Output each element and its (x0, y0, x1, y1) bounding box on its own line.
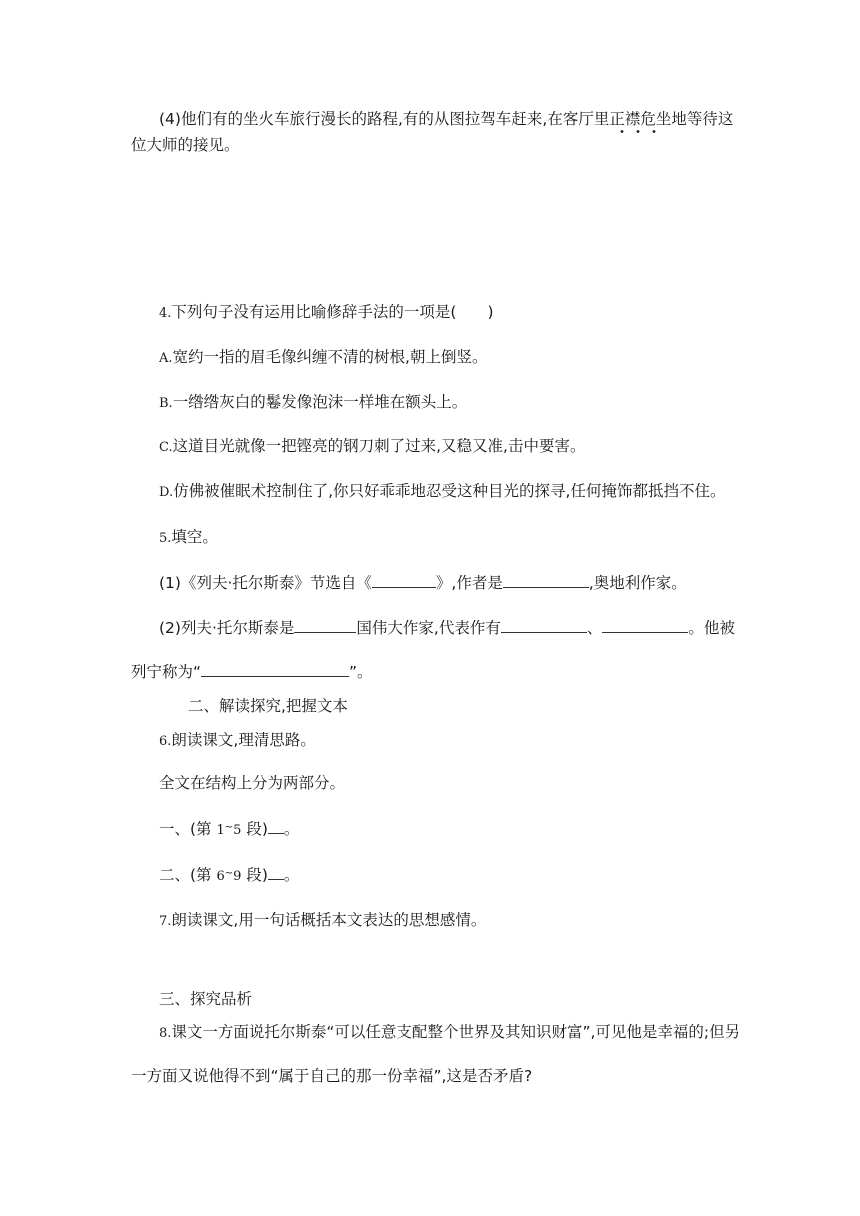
q3-item4-dotted-phrase: 正襟危坐 (609, 110, 672, 128)
q5-item2-text: ”。 (349, 663, 373, 681)
q6-part-text: 。 (283, 866, 300, 884)
option-text: 宽约一指的眉毛像纠缠不清的树根,朝上倒竖。 (172, 348, 488, 366)
q3-item4-line2: 位大师的接见。 (131, 136, 240, 154)
q5-item1-text: (1)《列夫·托尔斯泰》节选自《 (159, 574, 372, 592)
q6-part-number: 1 (216, 823, 225, 838)
q5-item1-text: 》,作者是 (435, 574, 503, 592)
q5-item2-text: 、 (586, 619, 603, 637)
option-label: B. (159, 396, 173, 411)
blank-field[interactable] (201, 661, 349, 677)
blank-field[interactable] (501, 617, 587, 633)
q6-intro: 全文在结构上分为两部分。 (159, 774, 346, 792)
q6-part-text: 段) (241, 820, 268, 838)
q6-part-sep: ~ (224, 868, 234, 879)
q5-item1 (159, 572, 687, 593)
q5-item1-text: ,奥地利作家。 (588, 574, 687, 592)
q6-part-number: 5 (233, 823, 242, 838)
option-label: D. (159, 485, 174, 500)
q6-stem-text: 朗读课文,理清思路。 (171, 731, 316, 749)
q4-number: 4. (159, 306, 172, 321)
q4-option-d (159, 481, 725, 503)
q4-stem-text: 下列句子没有运用比喻修辞手法的一项是( ) (171, 303, 494, 321)
q4-stem (159, 302, 494, 324)
q6-part1 (159, 818, 299, 841)
q6-part-text: 段) (241, 866, 268, 884)
q8-line1 (159, 1022, 740, 1044)
q3-item4-number: (4) (159, 110, 181, 128)
q5-item2-text: (2)列夫·托尔斯泰是 (159, 619, 295, 637)
q4-option-a (159, 347, 487, 369)
q6-number: 6. (159, 734, 172, 749)
blank-field[interactable] (268, 818, 284, 834)
q5-item2 (159, 617, 735, 638)
q5-item2-text: 。他被 (688, 619, 735, 637)
section2-heading: 二、解读探究,把握文本 (188, 697, 348, 715)
q5-number: 5. (159, 531, 172, 546)
q6-part-text: 。 (283, 820, 300, 838)
option-text: 一绺绺灰白的鬈发像泡沫一样堆在额头上。 (172, 393, 468, 411)
q6-part-number: 6 (216, 869, 225, 884)
option-label: A. (159, 351, 173, 366)
q5-stem (159, 527, 218, 549)
q4-option-c (159, 436, 585, 458)
q5-stem-text: 填空。 (171, 528, 218, 546)
q8-number: 8. (159, 1026, 172, 1041)
blank-field[interactable] (602, 617, 688, 633)
blank-field[interactable] (268, 864, 284, 880)
q3-item4-line1 (159, 109, 733, 129)
q6-stem (159, 730, 316, 752)
option-text: 仿佛被催眠术控制住了,你只好乖乖地忍受这种目光的探寻,任何掩饰都抵挡不住。 (173, 482, 726, 500)
q5-item2-text: 国伟大作家,代表作有 (356, 619, 501, 637)
q6-part-number: 9 (233, 869, 242, 884)
q6-part-text: 二、(第 (159, 866, 217, 884)
blank-field[interactable] (503, 572, 589, 588)
option-text: 这道目光就像一把铿亮的钢刀刺了过来,又稳又准,击中要害。 (172, 437, 586, 455)
blank-field[interactable] (294, 617, 356, 633)
q8-text-line1: 课文一方面说托尔斯泰“可以任意支配整个世界及其知识财富”,可见他是幸福的;但另 (171, 1023, 741, 1041)
q3-item4-text-b: 地等待这 (671, 110, 734, 128)
q6-part-sep: ~ (224, 822, 234, 833)
blank-field[interactable] (372, 572, 436, 588)
q6-part-text: 一、(第 (159, 820, 217, 838)
q4-option-b (159, 392, 467, 414)
q5-item2-line2 (131, 661, 373, 682)
q5-item2-text: 列宁称为“ (131, 663, 202, 681)
q6-part2 (159, 864, 299, 887)
option-label: C. (159, 440, 173, 455)
q7-stem (159, 910, 486, 932)
q3-item4-text-a: 他们有的坐火车旅行漫长的路程,有的从图拉驾车赶来,在客厅里 (180, 110, 610, 128)
q7-stem-text: 朗读课文,用一句话概括本文表达的思想感情。 (171, 911, 487, 929)
q7-number: 7. (159, 914, 172, 929)
section3-heading: 三、探究品析 (159, 990, 253, 1008)
q8-line2: 一方面又说他得不到“属于自己的那一份幸福”,这是否矛盾? (131, 1067, 533, 1085)
